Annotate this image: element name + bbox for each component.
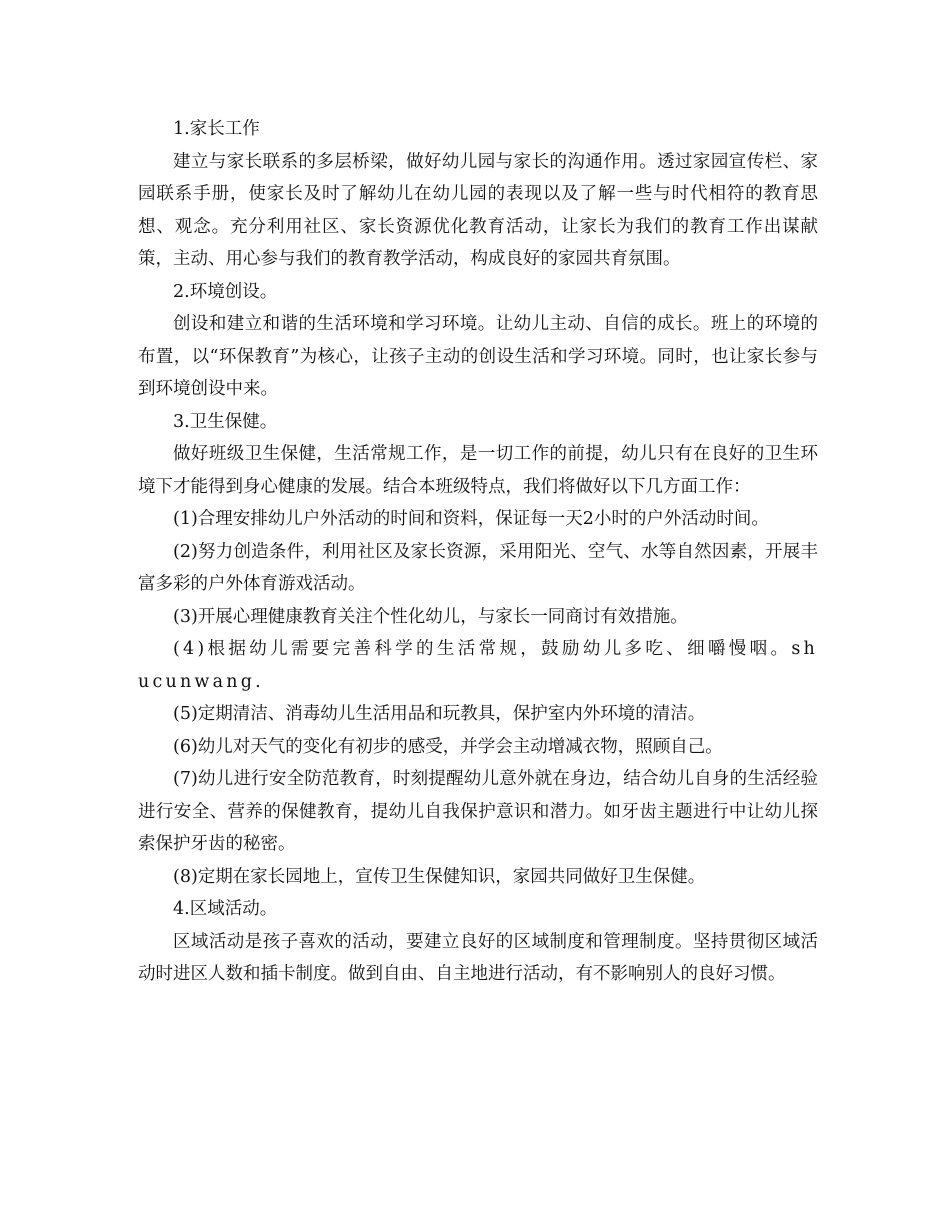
paragraph-health-care: 做好班级卫生保健，生活常规工作，是一切工作的前提，幼儿只有在良好的卫生环境下才能得到身心健康的发展。结合本班级特点，我们将做好以下几方面工作： [138,444,818,497]
list-item-2: (2)努力创造条件，利用社区及家长资源，采用阳光、空气、水等自然因素，开展丰富多彩的户外体育游戏活动。 [138,541,818,594]
paragraph-environment: 创设和建立和谐的生活环境和学习环境。让幼儿主动、自信的成长。班上的环境的布置，以“环保教育”为核心，让孩子主动的创设生活和学习环境。同时，也让家长参与到环境创设中来。 [138,314,818,399]
section-heading-area-activities: 4.区域活动。 [173,899,278,919]
paragraph-area-activities: 区域活动是孩子喜欢的活动，要建立良好的区域制度和管理制度。坚持贯彻区域活动时进区人数和插卡制度。做到自由、自主地进行活动，有不影响别人的良好习惯。 [138,931,818,984]
list-item-7: (7)幼儿进行安全防范教育，时刻提醒幼儿意外就在身边，结合幼儿自身的生活经验进行安全、营养的保健教育，提幼儿自我保护意识和潜力。如牙齿主题进行中让幼儿探索保护牙齿的秘密。 [138,769,818,854]
section-heading-environment: 2.环境创设。 [173,281,278,302]
paragraph-parent-work: 建立与家长联系的多层桥梁，做好幼儿园与家长的沟通作用。透过家园宣传栏、家园联系手册，使家长及时了解幼儿在幼儿园的表现以及了解一些与时代相符的教育思想、观念。充分利用社区、家长资源优化教育活动，让家长为我们的教育工作出谋献策，主动、用心参与我们的教育教学活动，构成良好的家园共育氛围。 [138,151,818,269]
list-item-8: (8)定期在家长园地上，宣传卫生保健知识，家园共同做好卫生保健。 [173,866,706,887]
list-item-4: (4)根据幼儿需要完善科学的生活常规，鼓励幼儿多吃、细嚼慢咽。shucunwang. [138,639,818,692]
section-heading-parent-work: 1.家长工作 [173,119,260,139]
list-item-1: (1)合理安排幼儿户外活动的时间和资料，保证每一天2小时的户外活动时间。 [173,509,769,529]
list-item-6: (6)幼儿对天气的变化有初步的感受，并学会主动增减衣物，照顾自己。 [173,736,723,757]
section-heading-health-care: 3.卫生保健。 [173,411,278,432]
list-item-3: (3)开展心理健康教育关注个性化幼儿，与家长一同商讨有效措施。 [173,606,688,627]
document-page [138,113,818,991]
list-item-5: (5)定期清洁、消毒幼儿生活用品和玩教具，保护室内外环境的清洁。 [173,704,706,724]
